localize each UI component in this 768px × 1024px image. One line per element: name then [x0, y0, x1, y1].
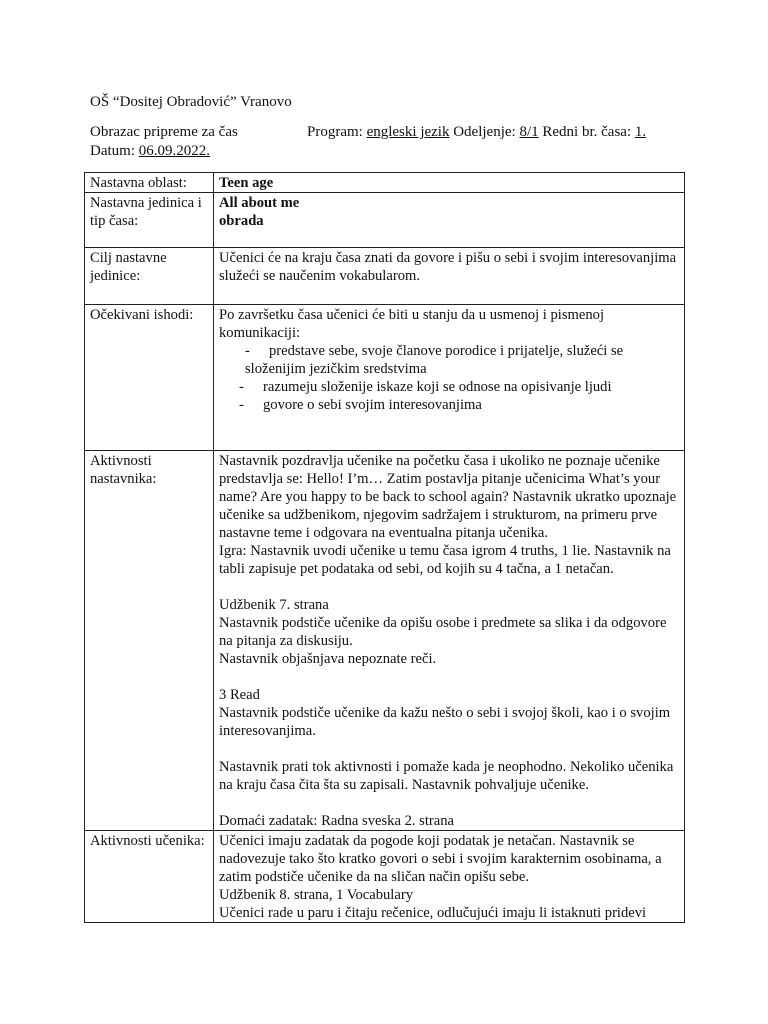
students-paragraph: Učenici rade u paru i čitaju rečenice, odlučujući imaju li istaknuti pridevi	[219, 905, 647, 921]
table-row-area	[85, 173, 685, 193]
outcome-item	[219, 342, 679, 378]
table-row-outcomes	[85, 305, 685, 451]
students-label: Aktivnosti učenika:	[85, 831, 214, 923]
students-paragraph: Učenici imaju zadatak da pogode koji podatak je netačan. Nastavnik se nadovezuje tako što kratko govori o sebi i svojim karakternim osobinama, a zatim podstiče učenike da na sličan način opišu sebe.	[219, 833, 662, 885]
program-line	[307, 123, 646, 141]
homework: Domaći zadatak: Radna sveska 2. strana	[219, 813, 455, 829]
unit-label: Nastavna jedinica i tip časa:	[85, 193, 214, 248]
dash-marker: -	[239, 397, 244, 413]
outcomes-intro: Po završetku časa učenici će biti u stanju da u usmenoj i pismenoj komunikaciji:	[219, 307, 605, 341]
teacher-paragraph: Igra: Nastavnik uvodi učenike u temu časa igrom 4 truths, 1 lie. Nastavnik na tabli zapisuje pet podataka od sebi, od kojih su 4 tačna, a 1 netačan.	[219, 543, 671, 577]
class-label: Odeljenje:	[453, 124, 516, 140]
teacher-paragraph: Nastavnik podstiče učenike da kažu nešto o sebi i svojoj školi, kao i o svojim interesovanjima.	[219, 705, 671, 739]
outcomes-cell	[214, 305, 685, 451]
unit-cell	[214, 193, 685, 248]
table-row-students	[85, 831, 685, 923]
outcomes-label: Očekivani ishodi:	[85, 305, 214, 451]
unit-type: obrada	[219, 213, 264, 229]
students-paragraph: Udžbenik 8. strana, 1 Vocabulary	[219, 887, 413, 903]
teacher-paragraph: Nastavnik prati tok aktivnosti i pomaže kada je neophodno. Nekoliko učenika na kraju časa čita šta su zapisali. Nastavnik pohvaljuje učenike.	[219, 759, 674, 793]
outcome-text: razumeju složenije iskaze koji se odnose na opisivanje ljudi	[263, 379, 612, 395]
outcome-text: predstave sebe, svoje članove porodice i prijatelje, služeći se složenijim jezičkim sredstvima	[245, 343, 624, 377]
lesson-number-label: Redni br. časa:	[542, 124, 632, 140]
goal-label: Cilj nastavne jedinice:	[85, 248, 214, 305]
teacher-label: Aktivnosti nastavnika:	[85, 451, 214, 831]
program-label: Program:	[307, 124, 363, 140]
outcome-item	[219, 396, 679, 414]
area-label: Nastavna oblast:	[85, 173, 214, 193]
table-row-teacher	[85, 451, 685, 831]
teacher-paragraph: 3 Read	[219, 687, 260, 703]
form-title: Obrazac pripreme za čas	[90, 124, 238, 140]
teacher-paragraph: Nastavnik objašnjava nepoznate reči.	[219, 651, 437, 667]
class-value: 8/1	[519, 124, 539, 140]
school-name: OŠ “Dositej Obradović” Vranovo	[90, 94, 292, 110]
teacher-paragraph: Udžbenik 7. strana	[219, 597, 329, 613]
lesson-number-value: 1.	[634, 124, 647, 140]
teacher-cell	[214, 451, 685, 831]
area-value: Teen age	[214, 173, 685, 193]
table-row-goal	[85, 248, 685, 305]
outcome-item	[219, 378, 679, 396]
dash-marker: -	[245, 343, 250, 359]
teacher-paragraph: Nastavnik pozdravlja učenike na početku časa i ukoliko ne poznaje učenike predstavlja se: Hello! I’m… Zatim postavlja pitanje učenicima What’s your name? Are you happy to be back to school again? Nastavnik ukratko upoznaje učenike sa udžbenikom, njegovim sadržajem i strukturom, na primeru prve nastavne teme i odgovara na eventualna pitanja učenika.	[219, 453, 677, 541]
students-cell	[214, 831, 685, 923]
date-label: Datum:	[90, 143, 135, 159]
date-line	[90, 142, 210, 160]
lesson-plan-table	[84, 172, 685, 923]
dash-marker: -	[239, 379, 244, 395]
program-value: engleski jezik	[366, 124, 450, 140]
teacher-paragraph: Nastavnik podstiče učenike da opišu osobe i predmete sa slika i da odgovore na pitanja za diskusiju.	[219, 615, 667, 649]
unit-title: All about me	[219, 195, 300, 211]
outcome-text: govore o sebi svojim interesovanjima	[263, 397, 482, 413]
goal-text: Učenici će na kraju časa znati da govore i pišu o sebi i svojim interesovanjima služeći se naučenim vokabularom.	[214, 248, 685, 305]
date-value: 06.09.2022.	[138, 143, 210, 159]
table-row-unit	[85, 193, 685, 248]
